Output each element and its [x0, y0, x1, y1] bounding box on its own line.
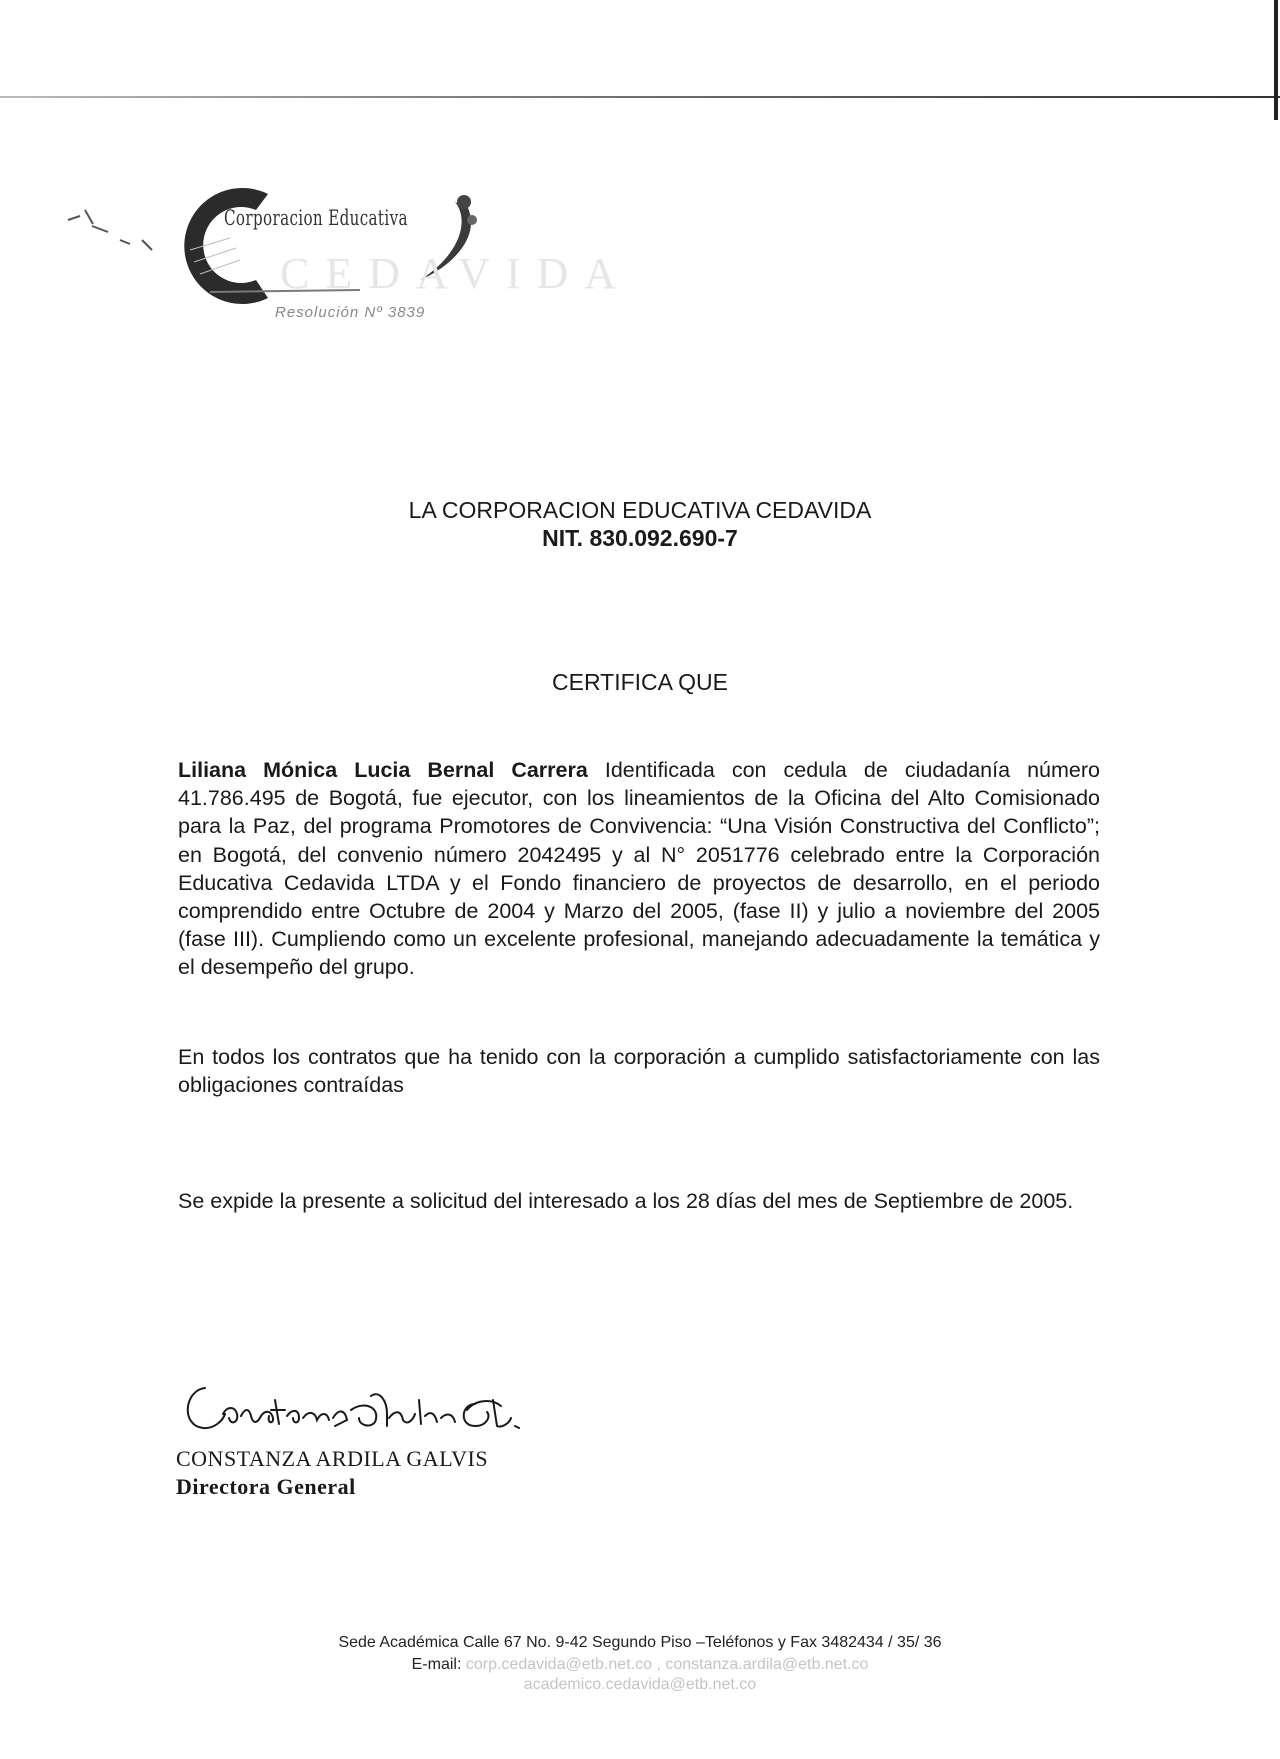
organization-heading: LA CORPORACION EDUCATIVA CEDAVIDA [408, 497, 872, 523]
nit-heading: NIT. 830.092.690-7 [542, 525, 738, 551]
issuance-paragraph: Se expide la presente a solicitud del interesado a los 28 días del mes de Septiembre de 2005. [178, 1189, 1074, 1213]
signatory-title: Directora General [176, 1474, 356, 1499]
recipient-name: Liliana Mónica Lucia Bernal Carrera [178, 758, 588, 782]
logo-decoration-strokes [68, 210, 152, 250]
logo-script-name: Corporacion Educativa [224, 206, 408, 230]
handwritten-signature [175, 1370, 585, 1440]
email-link-2[interactable]: constanza.ardila@etb.net.co [665, 1656, 869, 1673]
scan-edge-right [1274, 0, 1278, 120]
scan-edge-top [0, 96, 1280, 98]
certification-text: Identificada con cedula de ciudadanía número 41.786.495 de Bogotá, fue ejecutor, con los lineamientos de la Oficina del Alto Comisionado para la Paz, del programa Promotores de Convivencia: “Una Visión Constructiva del Conflicto”; en Bogotá, del convenio número 2042495 y al N° 2051776 celebrado entre la Corporación Educativa Cedavida LTDA y el Fondo financiero de proyectos de desarrollo, en el periodo comprendido entre Octubre de 2004 y Marzo del 2005, (fase II) y julio a noviembre del 2005 (fase III). Cumpliendo como un excelente profesional, manejando adecuadamente la temática y el desempeño del grupo. [178, 758, 1100, 980]
contracts-paragraph: En todos los contratos que ha tenido con la corporación a cumplido satisfactoriamente con las obligaciones contraídas [178, 1045, 1100, 1098]
email-link-3[interactable]: academico.cedavida@etb.net.co [523, 1676, 757, 1693]
footer-address: Sede Académica Calle 67 No. 9-42 Segundo Piso –Teléfonos y Fax 3482434 / 35/ 36 [338, 1634, 942, 1651]
logo-ghost-name: CEDAVIDA [280, 249, 633, 298]
signatory-name: CONSTANZA ARDILA GALVIS [176, 1446, 489, 1471]
certification-paragraph [178, 756, 1100, 982]
email-link-1[interactable]: corp.cedavida@etb.net.co [465, 1656, 652, 1673]
footer-email-line-2 [0, 1676, 1280, 1694]
email-label: E-mail: [411, 1656, 462, 1673]
certifies-heading: CERTIFICA QUE [552, 669, 728, 695]
footer-email-line: E-mail: corp.cedavida@etb.net.co , constanza.ardila@etb.net.co [411, 1656, 869, 1673]
logo-resolution: Resolución Nº 3839 [275, 304, 426, 321]
